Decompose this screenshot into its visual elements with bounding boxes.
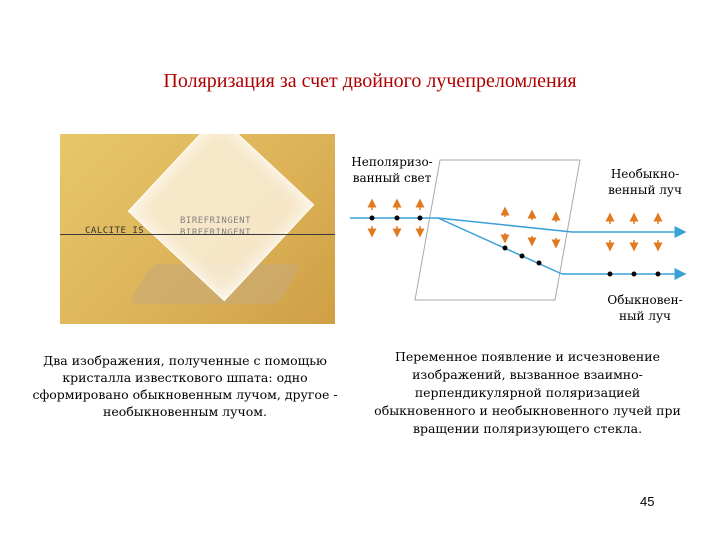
caption-left: Два изображения, полученные с помощью кристалла известкового шпата: одно сформировано обыкновенным лучом, другое - необыкновенным лучом. bbox=[32, 353, 338, 419]
polarization-dot bbox=[503, 246, 508, 251]
polarization-dot bbox=[418, 216, 423, 221]
photo-text-calcite: CALCITE IS bbox=[85, 226, 145, 236]
polarization-dot bbox=[608, 272, 613, 277]
page-number: 45 bbox=[640, 494, 655, 509]
label-unpolarized-light: Неполяризо-ванный свет bbox=[351, 155, 433, 185]
polarization-dot bbox=[537, 261, 542, 266]
polarization-dot bbox=[520, 254, 525, 259]
polarization-dot bbox=[395, 216, 400, 221]
caption-right: Переменное появление и исчезновение изображений, вызванное взаимно-перпендикулярной поляризацией обыкновенного и необыкновенного лучей при вращении поляризующего стекла. bbox=[374, 349, 681, 436]
label-ordinary-ray: Обыкновен-ный луч bbox=[607, 293, 683, 323]
polarization-dot bbox=[632, 272, 637, 277]
polarization-dot bbox=[370, 216, 375, 221]
polarization-dot bbox=[656, 272, 661, 277]
photo-text-birefringent-upper: BIREFRINGENT bbox=[180, 216, 252, 226]
slide-title: Поляризация за счет двойного лучепреломления bbox=[163, 70, 577, 92]
birefringence-diagram bbox=[340, 150, 690, 310]
calcite-crystal-photo bbox=[60, 134, 335, 324]
photo-text-birefringent-lower: BIREFRINGENT bbox=[180, 228, 252, 238]
label-extraordinary-ray: Необыкно-венный луч bbox=[608, 167, 682, 197]
